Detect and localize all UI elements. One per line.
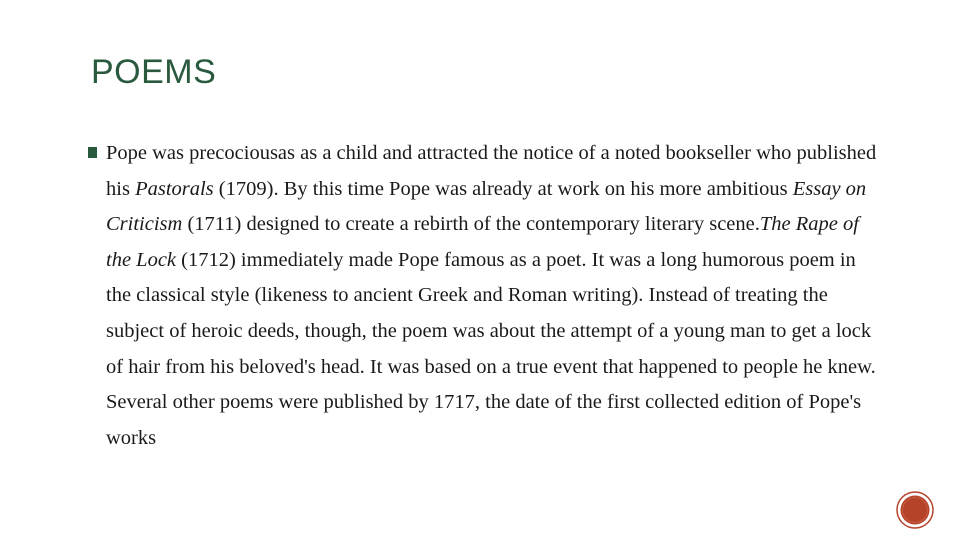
work-title-rape-of-the-lock: The Rape of the Lock	[106, 213, 859, 271]
slide-number-badge-icon	[895, 490, 935, 530]
text-segment-1: Pope was precociousas as a child and attracted the notice of a noted bookseller who published his	[106, 142, 877, 200]
text-segment-4: (1712) immediately made Pope famous as a poet. It was a long humorous poem in the classical style (likeness to ancient Greek and Roman writing). Instead of treating the subject of heroic deeds, though, the poem was about the attempt of a young man to get a lock of hair from his beloved's head. It was based on a true event that happened to people he knew. Several other poems were published by 1717, the date of the first collected edition of Pope's works	[106, 248, 876, 449]
bullet-list	[88, 136, 888, 456]
work-title-essay-on-criticism: Essay on Criticism	[106, 177, 867, 236]
text-segment-3: (1711) designed to create a rebirth of the contemporary literary scene.	[182, 213, 760, 236]
text-segment-2: (1709). By this time Pope was already at work on his more ambitious	[213, 177, 793, 200]
work-title-pastorals: Pastorals	[135, 177, 214, 200]
bullet-marker-icon	[88, 147, 97, 158]
slide-title: POEMS	[91, 53, 217, 91]
bullet-paragraph	[88, 136, 878, 456]
